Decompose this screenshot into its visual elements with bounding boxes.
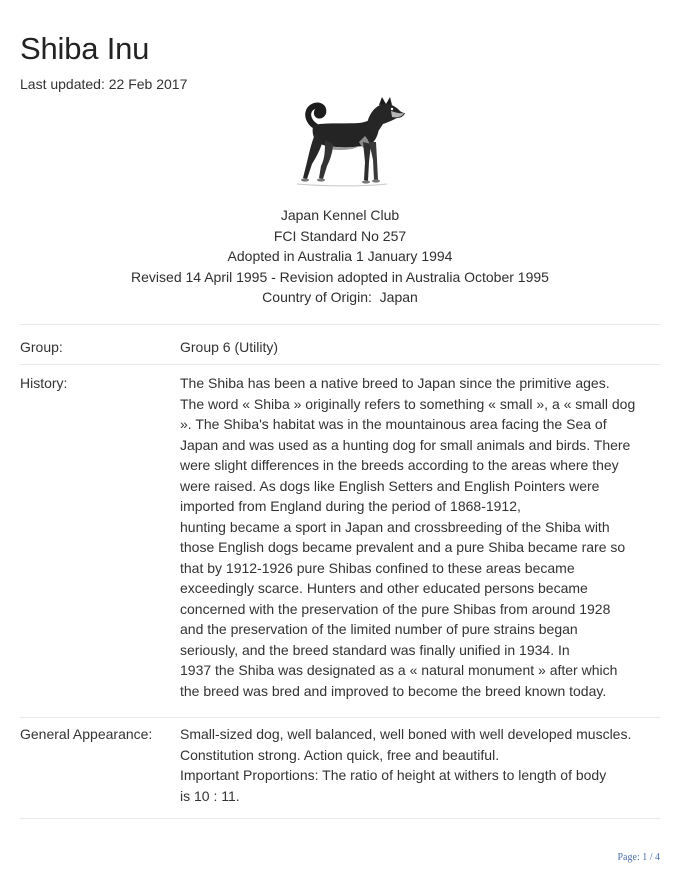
text-line: hunting became a sport in Japan and crossbreeding of the Shiba with bbox=[180, 518, 610, 535]
text-line: Japan and was used as a hunting dog for small animals and birds. There bbox=[180, 436, 631, 453]
text-line: and the preservation of the limited number of pure strains began bbox=[180, 621, 578, 637]
text-line: The word « Shiba » originally refers to something « small », a « small dog bbox=[180, 395, 636, 412]
adopted-date: Adopted in Australia 1 January 1994 bbox=[227, 248, 453, 264]
dog-illustration-icon bbox=[279, 96, 407, 198]
text-line: those English dogs became prevalent and a pure Shiba became rare so bbox=[180, 539, 626, 555]
divider bbox=[20, 717, 660, 718]
revised-date: Revised 14 April 1995 - Revision adopted in Australia October 1995 bbox=[131, 268, 549, 285]
group-label: Group: bbox=[20, 339, 63, 355]
standard-info bbox=[0, 205, 680, 308]
text-line: Group 6 (Utility) bbox=[180, 339, 279, 355]
divider bbox=[20, 818, 660, 819]
text-line: Important Proportions: The ratio of height at withers to length of body bbox=[180, 767, 607, 783]
text-line: were raised. As dogs like English Setters and English Pointers were bbox=[180, 477, 600, 494]
last-updated: Last updated: 22 Feb 2017 bbox=[20, 76, 188, 92]
kennel-club: Japan Kennel Club bbox=[280, 207, 400, 223]
general-appearance-label: General Appearance: bbox=[20, 726, 153, 742]
text-line: The Shiba has been a native breed to Japan since the primitive ages. bbox=[180, 375, 610, 391]
text-line: is 10 : 11. bbox=[180, 787, 240, 804]
divider bbox=[20, 324, 660, 325]
text-line: the breed was bred and improved to become the breed known today. bbox=[180, 682, 607, 699]
text-line: seriously, and the breed standard was finally unified in 1934. In bbox=[180, 641, 570, 658]
text-line: 1937 the Shiba was designated as a « natural monument » after which bbox=[180, 662, 618, 678]
page-title: Shiba Inu bbox=[20, 31, 150, 66]
fci-standard: FCI Standard No 257 bbox=[273, 227, 407, 244]
text-line: ». The Shiba's habitat was in the mountainous area facing the Sea of bbox=[180, 416, 607, 432]
history-text bbox=[180, 373, 662, 701]
text-line: exceedingly scarce. Hunters and other educated persons became bbox=[180, 580, 588, 596]
country-of-origin: Country of Origin: Japan bbox=[262, 289, 418, 305]
text-line: imported from England during the period of 1868-1912, bbox=[180, 498, 521, 514]
text-line: Constitution strong. Action quick, free and beautiful. bbox=[180, 746, 500, 763]
group-value bbox=[180, 337, 662, 358]
text-line: concerned with the preservation of the pure Shibas from around 1928 bbox=[180, 600, 611, 617]
divider bbox=[20, 364, 660, 365]
general-appearance-text bbox=[180, 724, 662, 806]
history-label: History: bbox=[20, 375, 68, 391]
text-line: Small-sized dog, well balanced, well boned with well developed muscles. bbox=[180, 726, 632, 742]
text-line: that by 1912-1926 pure Shibas confined to these areas became bbox=[180, 559, 575, 576]
page-number: Page: 1 / 4 bbox=[617, 852, 660, 863]
text-line: were slight differences in the breeds according to the areas where they bbox=[180, 457, 619, 473]
